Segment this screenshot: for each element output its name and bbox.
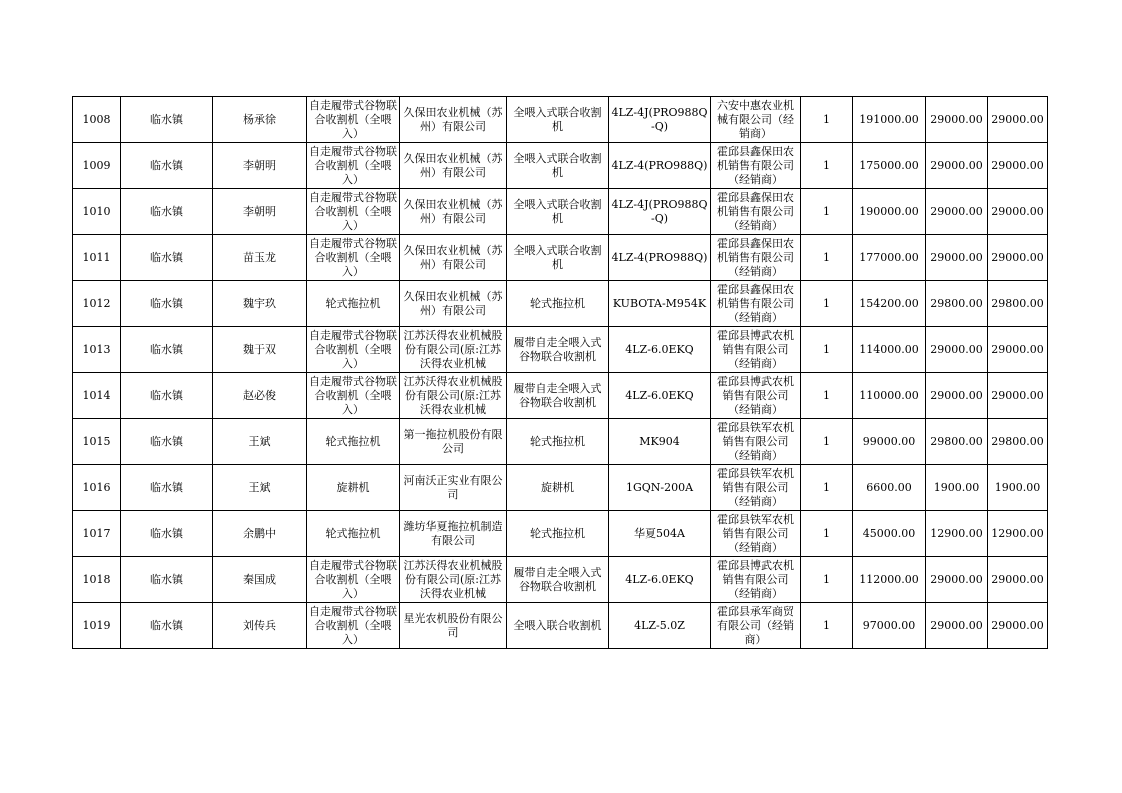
cell-name: 苗玉龙 (213, 235, 307, 281)
cell-subsidy: 29800.00 (926, 419, 988, 465)
cell-dealer: 霍邱县铁军农机销售有限公司（经销商） (711, 465, 801, 511)
cell-maker: 第一拖拉机股份有限公司 (400, 419, 507, 465)
cell-name: 刘传兵 (213, 603, 307, 649)
cell-maker: 久保田农业机械（苏州）有限公司 (400, 235, 507, 281)
cell-qty: 1 (801, 603, 853, 649)
cell-total-subsidy: 29000.00 (988, 189, 1048, 235)
cell-name: 余鹏中 (213, 511, 307, 557)
cell-no: 1012 (73, 281, 121, 327)
cell-maker: 久保田农业机械（苏州）有限公司 (400, 143, 507, 189)
cell-name: 王斌 (213, 465, 307, 511)
cell-price: 191000.00 (853, 97, 926, 143)
cell-dealer: 霍邱县鑫保田农机销售有限公司（经销商） (711, 235, 801, 281)
cell-town: 临水镇 (121, 281, 213, 327)
cell-dealer: 霍邱县博武农机销售有限公司（经销商） (711, 327, 801, 373)
cell-name: 魏宇玖 (213, 281, 307, 327)
cell-qty: 1 (801, 419, 853, 465)
cell-model: 华夏504A (609, 511, 711, 557)
cell-subsidy: 1900.00 (926, 465, 988, 511)
cell-model: 1GQN-200A (609, 465, 711, 511)
cell-item: 自走履带式谷物联合收割机（全喂入） (307, 143, 400, 189)
cell-category: 全喂入式联合收割机 (507, 189, 609, 235)
table-row (73, 97, 1048, 143)
cell-qty: 1 (801, 373, 853, 419)
table-row (73, 511, 1048, 557)
cell-model: KUBOTA-M954K (609, 281, 711, 327)
cell-dealer: 霍邱县承军商贸有限公司（经销商） (711, 603, 801, 649)
cell-no: 1015 (73, 419, 121, 465)
cell-price: 45000.00 (853, 511, 926, 557)
cell-maker: 江苏沃得农业机械股份有限公司(原:江苏沃得农业机械 (400, 557, 507, 603)
cell-maker: 久保田农业机械（苏州）有限公司 (400, 189, 507, 235)
cell-item: 轮式拖拉机 (307, 281, 400, 327)
table-row (73, 189, 1048, 235)
cell-no: 1017 (73, 511, 121, 557)
cell-model: MK904 (609, 419, 711, 465)
cell-price: 177000.00 (853, 235, 926, 281)
cell-town: 临水镇 (121, 557, 213, 603)
cell-qty: 1 (801, 143, 853, 189)
cell-price: 6600.00 (853, 465, 926, 511)
cell-price: 190000.00 (853, 189, 926, 235)
cell-qty: 1 (801, 281, 853, 327)
cell-subsidy: 29000.00 (926, 189, 988, 235)
cell-subsidy: 29000.00 (926, 235, 988, 281)
cell-price: 97000.00 (853, 603, 926, 649)
cell-no: 1009 (73, 143, 121, 189)
table-row (73, 143, 1048, 189)
cell-dealer: 霍邱县铁军农机销售有限公司（经销商） (711, 419, 801, 465)
cell-maker: 江苏沃得农业机械股份有限公司(原:江苏沃得农业机械 (400, 373, 507, 419)
table-body (73, 97, 1048, 649)
cell-name: 李朝明 (213, 143, 307, 189)
cell-qty: 1 (801, 465, 853, 511)
cell-category: 履带自走全喂入式谷物联合收割机 (507, 327, 609, 373)
cell-subsidy: 29000.00 (926, 603, 988, 649)
cell-model: 4LZ-6.0EKQ (609, 557, 711, 603)
cell-category: 履带自走全喂入式谷物联合收割机 (507, 373, 609, 419)
cell-no: 1008 (73, 97, 121, 143)
table-row (73, 235, 1048, 281)
cell-town: 临水镇 (121, 235, 213, 281)
cell-qty: 1 (801, 327, 853, 373)
cell-maker: 久保田农业机械（苏州）有限公司 (400, 97, 507, 143)
cell-total-subsidy: 29800.00 (988, 281, 1048, 327)
cell-town: 临水镇 (121, 189, 213, 235)
cell-category: 轮式拖拉机 (507, 511, 609, 557)
cell-model: 4LZ-5.0Z (609, 603, 711, 649)
table-row (73, 373, 1048, 419)
cell-item: 自走履带式谷物联合收割机（全喂入） (307, 327, 400, 373)
cell-price: 99000.00 (853, 419, 926, 465)
cell-qty: 1 (801, 557, 853, 603)
cell-subsidy: 29800.00 (926, 281, 988, 327)
cell-dealer: 霍邱县鑫保田农机销售有限公司（经销商） (711, 143, 801, 189)
cell-subsidy: 29000.00 (926, 373, 988, 419)
cell-total-subsidy: 29000.00 (988, 373, 1048, 419)
cell-name: 王斌 (213, 419, 307, 465)
cell-item: 旋耕机 (307, 465, 400, 511)
cell-qty: 1 (801, 235, 853, 281)
cell-dealer: 霍邱县博武农机销售有限公司（经销商） (711, 557, 801, 603)
cell-subsidy: 29000.00 (926, 557, 988, 603)
table-row (73, 603, 1048, 649)
subsidy-table-page (72, 96, 1047, 649)
cell-model: 4LZ-4(PRO988Q) (609, 235, 711, 281)
cell-model: 4LZ-4(PRO988Q) (609, 143, 711, 189)
cell-category: 全喂入式联合收割机 (507, 143, 609, 189)
table-row (73, 281, 1048, 327)
cell-model: 4LZ-4J(PRO988Q-Q) (609, 189, 711, 235)
cell-dealer: 六安中惠农业机械有限公司（经销商） (711, 97, 801, 143)
cell-town: 临水镇 (121, 419, 213, 465)
cell-town: 临水镇 (121, 97, 213, 143)
cell-subsidy: 12900.00 (926, 511, 988, 557)
cell-item: 自走履带式谷物联合收割机（全喂入） (307, 189, 400, 235)
cell-item: 自走履带式谷物联合收割机（全喂入） (307, 603, 400, 649)
cell-maker: 潍坊华夏拖拉机制造有限公司 (400, 511, 507, 557)
cell-category: 全喂入式联合收割机 (507, 235, 609, 281)
cell-total-subsidy: 29000.00 (988, 235, 1048, 281)
cell-subsidy: 29000.00 (926, 327, 988, 373)
cell-price: 114000.00 (853, 327, 926, 373)
cell-price: 110000.00 (853, 373, 926, 419)
cell-name: 魏于双 (213, 327, 307, 373)
cell-name: 赵必俊 (213, 373, 307, 419)
cell-item: 轮式拖拉机 (307, 419, 400, 465)
cell-town: 临水镇 (121, 603, 213, 649)
cell-total-subsidy: 1900.00 (988, 465, 1048, 511)
cell-no: 1016 (73, 465, 121, 511)
table-row (73, 419, 1048, 465)
cell-category: 全喂入式联合收割机 (507, 97, 609, 143)
cell-town: 临水镇 (121, 327, 213, 373)
cell-town: 临水镇 (121, 373, 213, 419)
table-row (73, 557, 1048, 603)
cell-total-subsidy: 29000.00 (988, 143, 1048, 189)
cell-maker: 江苏沃得农业机械股份有限公司(原:江苏沃得农业机械 (400, 327, 507, 373)
cell-price: 154200.00 (853, 281, 926, 327)
table-row (73, 465, 1048, 511)
cell-category: 轮式拖拉机 (507, 281, 609, 327)
cell-category: 旋耕机 (507, 465, 609, 511)
cell-no: 1011 (73, 235, 121, 281)
cell-name: 秦国成 (213, 557, 307, 603)
cell-item: 自走履带式谷物联合收割机（全喂入） (307, 97, 400, 143)
cell-item: 自走履带式谷物联合收割机（全喂入） (307, 373, 400, 419)
table-row (73, 327, 1048, 373)
cell-dealer: 霍邱县鑫保田农机销售有限公司（经销商） (711, 281, 801, 327)
cell-dealer: 霍邱县铁军农机销售有限公司（经销商） (711, 511, 801, 557)
cell-total-subsidy: 29000.00 (988, 327, 1048, 373)
cell-total-subsidy: 29000.00 (988, 557, 1048, 603)
cell-dealer: 霍邱县博武农机销售有限公司（经销商） (711, 373, 801, 419)
cell-town: 临水镇 (121, 143, 213, 189)
cell-total-subsidy: 12900.00 (988, 511, 1048, 557)
cell-subsidy: 29000.00 (926, 97, 988, 143)
cell-price: 175000.00 (853, 143, 926, 189)
cell-name: 杨承徐 (213, 97, 307, 143)
cell-item: 自走履带式谷物联合收割机（全喂入） (307, 235, 400, 281)
cell-town: 临水镇 (121, 465, 213, 511)
cell-no: 1018 (73, 557, 121, 603)
cell-maker: 星光农机股份有限公司 (400, 603, 507, 649)
cell-total-subsidy: 29000.00 (988, 603, 1048, 649)
cell-maker: 久保田农业机械（苏州）有限公司 (400, 281, 507, 327)
cell-model: 4LZ-4J(PRO988Q-Q) (609, 97, 711, 143)
cell-subsidy: 29000.00 (926, 143, 988, 189)
cell-total-subsidy: 29000.00 (988, 97, 1048, 143)
cell-qty: 1 (801, 511, 853, 557)
cell-category: 全喂入联合收割机 (507, 603, 609, 649)
cell-model: 4LZ-6.0EKQ (609, 373, 711, 419)
cell-no: 1010 (73, 189, 121, 235)
cell-category: 轮式拖拉机 (507, 419, 609, 465)
cell-no: 1013 (73, 327, 121, 373)
cell-model: 4LZ-6.0EKQ (609, 327, 711, 373)
cell-total-subsidy: 29800.00 (988, 419, 1048, 465)
cell-town: 临水镇 (121, 511, 213, 557)
cell-category: 履带自走全喂入式谷物联合收割机 (507, 557, 609, 603)
cell-qty: 1 (801, 97, 853, 143)
cell-maker: 河南沃正实业有限公司 (400, 465, 507, 511)
cell-item: 轮式拖拉机 (307, 511, 400, 557)
cell-price: 112000.00 (853, 557, 926, 603)
cell-no: 1019 (73, 603, 121, 649)
subsidy-table (72, 96, 1048, 649)
cell-item: 自走履带式谷物联合收割机（全喂入） (307, 557, 400, 603)
cell-name: 李朝明 (213, 189, 307, 235)
cell-qty: 1 (801, 189, 853, 235)
cell-dealer: 霍邱县鑫保田农机销售有限公司（经销商） (711, 189, 801, 235)
cell-no: 1014 (73, 373, 121, 419)
